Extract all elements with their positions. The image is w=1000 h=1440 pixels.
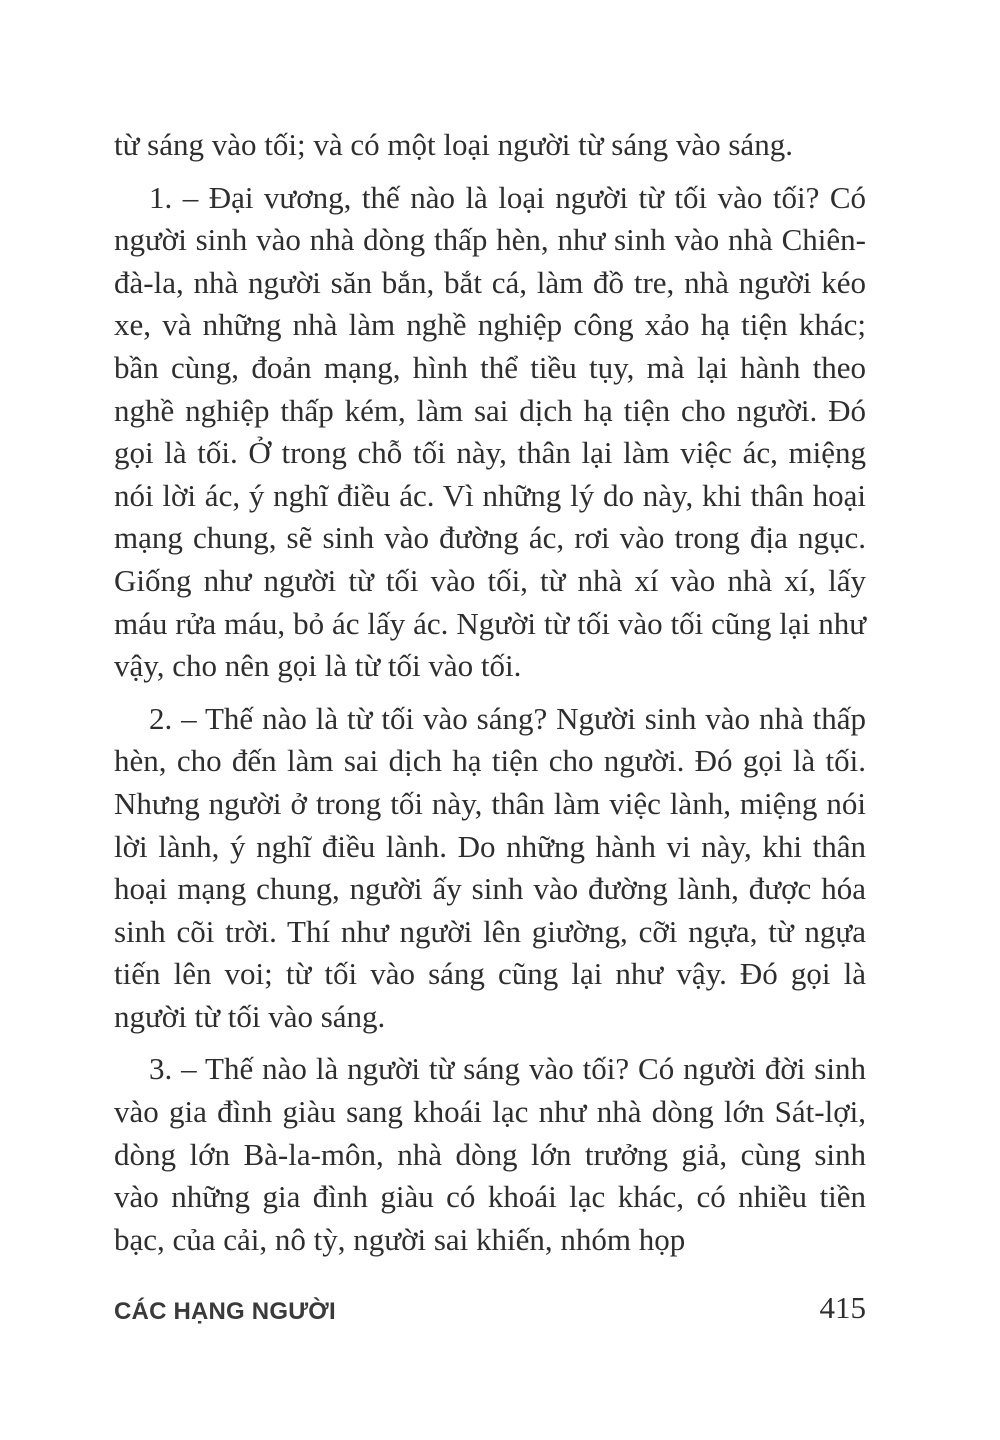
paragraph-continuation: từ sáng vào tối; và có một loại người từ sáng vào sáng. [114, 127, 793, 162]
body-text [114, 124, 866, 1271]
paragraph-2: 2. – Thế nào là từ tối vào sáng? Người sinh vào nhà thấp hèn, cho đến làm sai dịch hạ tiện cho người. Đó gọi là tối. Nhưng người ở trong tối này, thân làm việc lành, miệng nói lời lành, ý nghĩ điều lành. Do những hành vi này, khi thân hoại mạng chung, người ấy sinh vào đường lành, được hóa sinh cõi trời. Thí như người lên giường, cỡi ngựa, từ ngựa tiến lên voi; từ tối vào sáng cũng lại như vậy. Đó gọi là người từ tối vào sáng. [114, 700, 866, 1034]
page-footer [114, 1290, 866, 1334]
paragraph-1: 1. – Đại vương, thế nào là loại người từ tối vào tối? Có người sinh vào nhà dòng thấp hèn, như sinh vào nhà Chiên-đà-la, nhà người săn bắn, bắt cá, làm đồ tre, nhà người kéo xe, và những nhà làm nghề nghiệp công xảo hạ tiện khác; bần cùng, đoản mạng, hình thể tiều tụy, mà lại hành theo nghề nghiệp thấp kém, làm sai dịch hạ tiện cho người. Đó gọi là tối. Ở trong chỗ tối này, thân lại làm việc ác, miệng nói lời ác, ý nghĩ điều ác. Vì những lý do này, khi thân hoại mạng chung, sẽ sinh vào đường ác, rơi vào trong địa ngục. Giống như người từ tối vào tối, từ nhà xí vào nhà xí, lấy máu rửa máu, bỏ ác lấy ác. Người từ tối vào tối cũng lại như vậy, cho nên gọi là từ tối vào tối. [114, 179, 866, 684]
page-number: 415 [819, 1290, 866, 1325]
running-title: CÁC HẠNG NGƯỜI [114, 1298, 336, 1325]
paragraph-3: 3. – Thế nào là người từ sáng vào tối? Có người đời sinh vào gia đình giàu sang khoái lạc như nhà dòng lớn Sát-lợi, dòng lớn Bà-la-môn, nhà dòng lớn trưởng giả, cùng sinh vào những gia đình giàu có khoái lạc khác, có nhiều tiền bạc, của cải, nô tỳ, người sai khiến, nhóm họp [114, 1051, 866, 1257]
